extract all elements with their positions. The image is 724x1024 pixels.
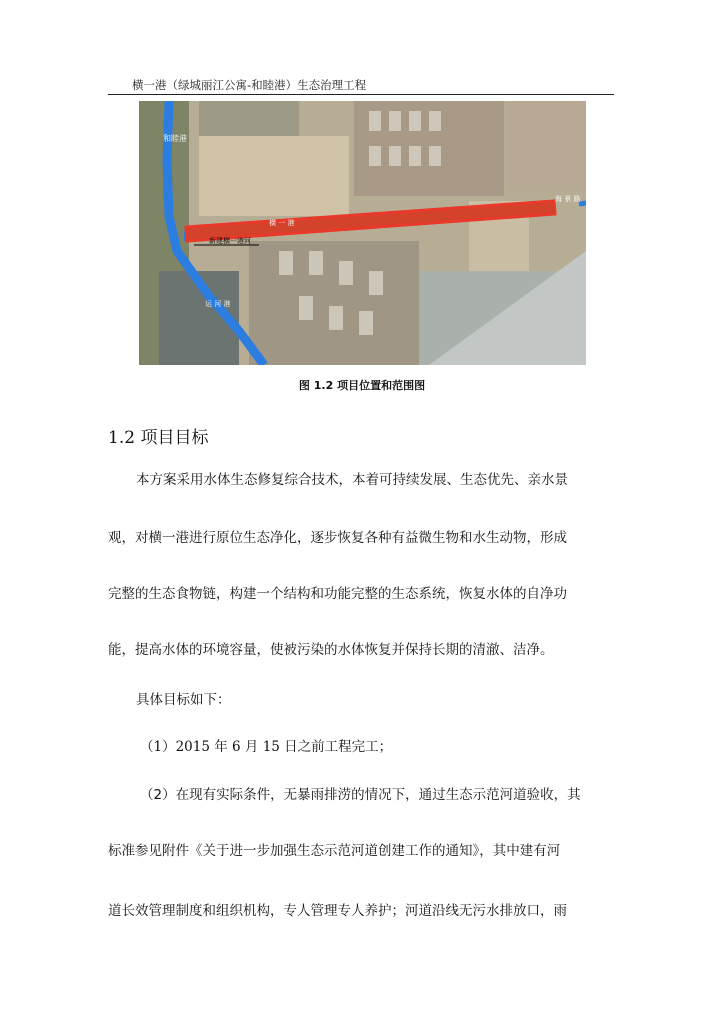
body-line: 具体目标如下： xyxy=(136,692,231,708)
satellite-map-image xyxy=(139,101,586,365)
page-header xyxy=(108,77,614,95)
map-label-west: 和睦港 xyxy=(163,134,187,143)
body-line: 能，提高水体的环境容量，使被污染的水体恢复并保持长期的清澈、洁净。 xyxy=(108,642,554,658)
body-line: （1）2015 年 6 月 15 日之前工程完工； xyxy=(140,739,393,755)
body-line: 标准参见附件《关于进一步加强生态示范河道创建工作的通知》，其中建有河 xyxy=(108,843,561,859)
map-label-south: 运 河 港 xyxy=(205,300,231,308)
body-line: （2）在现有实际条件，无暴雨排涝的情况下，通过生态示范河道验收，其 xyxy=(140,787,581,803)
project-location-map xyxy=(139,101,586,365)
map-label-new-channel: 新建横一港河 xyxy=(209,237,251,245)
map-label-east: 海 景 路 xyxy=(555,195,581,203)
body-line: 本方案采用水体生态修复综合技术，本着可持续发展、生态优先、亲水景 xyxy=(136,472,568,488)
body-line: 完整的生态食物链，构建一个结构和功能完整的生态系统，恢复水体的自净功 xyxy=(108,586,567,602)
header-title: 横一港（绿城丽江公寓-和睦港）生态治理工程 xyxy=(132,78,367,92)
figure-caption: 图 1.2 项目位置和范围图 xyxy=(298,379,426,392)
body-line: 观，对横一港进行原位生态净化，逐步恢复各种有益微生物和水生动物，形成 xyxy=(108,530,567,546)
map-label-project: 横 一 港 xyxy=(269,219,295,227)
body-line: 道长效管理制度和组织机构，专人管理专人养护；河道沿线无污水排放口，雨 xyxy=(108,903,567,919)
section-heading: 1.2 项目目标 xyxy=(108,428,209,448)
